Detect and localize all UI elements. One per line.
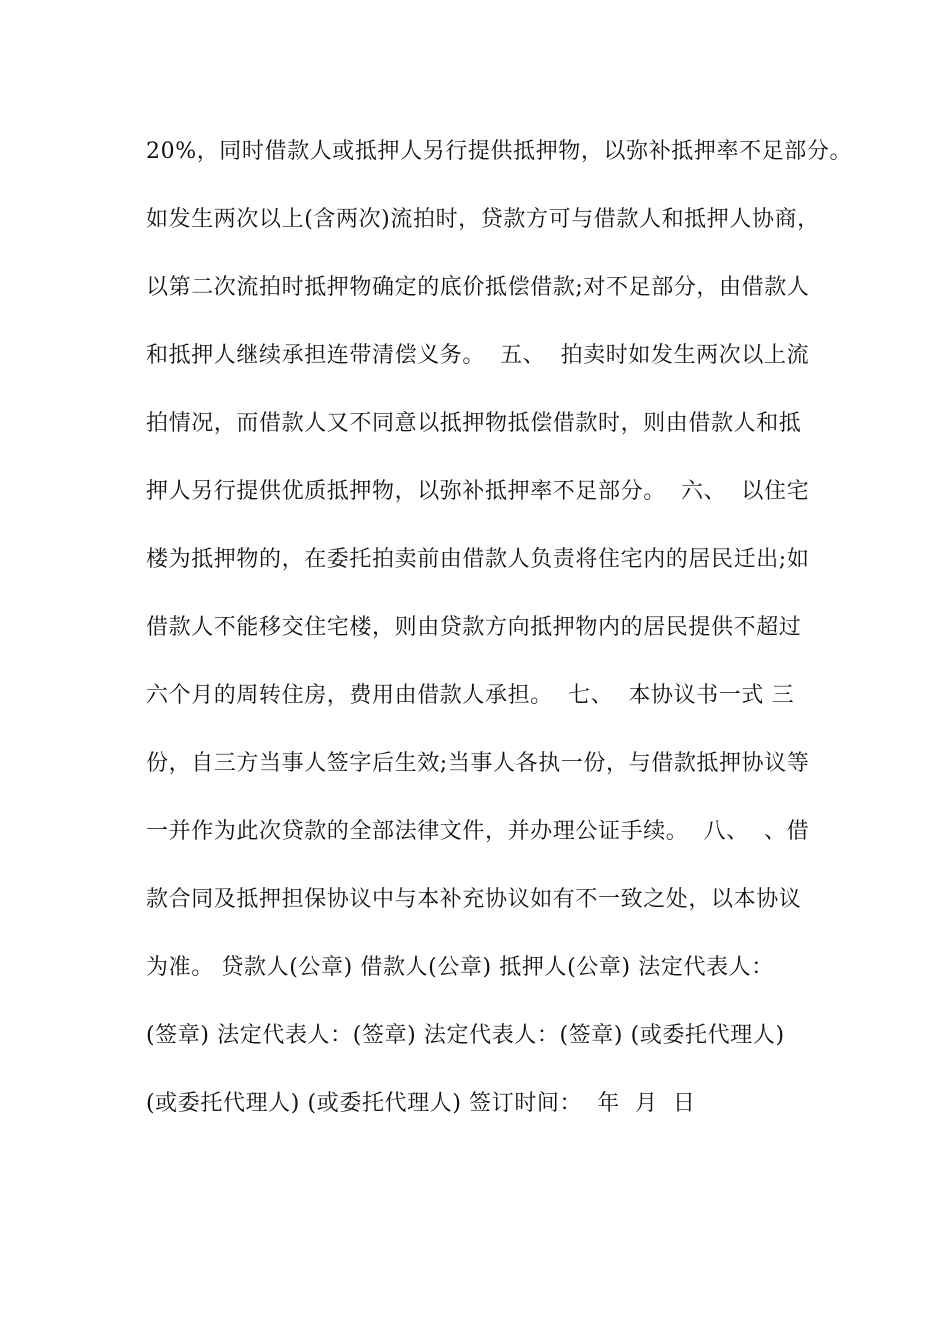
- text-line-3: 以第二次流拍时抵押物确定的底价抵偿借款;对不足部分，由借款人: [146, 275, 810, 300]
- text-line-4: 和抵押人继续承担连带清偿义务。 五、 拍卖时如发生两次以上流: [146, 343, 810, 368]
- text-line-9: 六个月的周转住房，费用由借款人承担。 七、 本协议书一式 三: [146, 683, 795, 708]
- text-line-5: 拍情况，而借款人又不同意以抵押物抵偿借款时，则由借款人和抵: [146, 411, 802, 436]
- text-line-15: (或委托代理人) (或委托代理人) 签订时间： 年 月 日: [146, 1091, 696, 1116]
- text-line-1: 20%，同时借款人或抵押人另行提供抵押物，以弥补抵押率不足部分。: [146, 139, 853, 164]
- text-line-13: 为准。 贷款人(公章) 借款人(公章) 抵押人(公章) 法定代表人：: [146, 955, 774, 980]
- text-line-12: 款合同及抵押担保协议中与本补充协议如有不一致之处，以本协议: [146, 887, 802, 912]
- text-line-8: 借款人不能移交住宅楼，则由贷款方向抵押物内的居民提供不超过: [146, 615, 802, 640]
- text-line-6: 押人另行提供优质抵押物，以弥补抵押率不足部分。 六、 以住宅: [146, 479, 810, 504]
- text-line-11: 一并作为此次贷款的全部法律文件，并办理公证手续。 八、 、借: [146, 819, 810, 844]
- text-line-7: 楼为抵押物的，在委托拍卖前由借款人负责将住宅内的居民迁出;如: [146, 547, 810, 572]
- text-line-14: (签章) 法定代表人：(签章) 法定代表人：(签章) (或委托代理人): [146, 1023, 785, 1048]
- text-line-10: 份，自三方当事人签字后生效;当事人各执一份，与借款抵押协议等: [146, 751, 810, 776]
- agreement-body-text: [146, 128, 853, 1148]
- text-line-2: 如发生两次以上(含两次)流拍时，贷款方可与借款人和抵押人协商，: [146, 207, 820, 232]
